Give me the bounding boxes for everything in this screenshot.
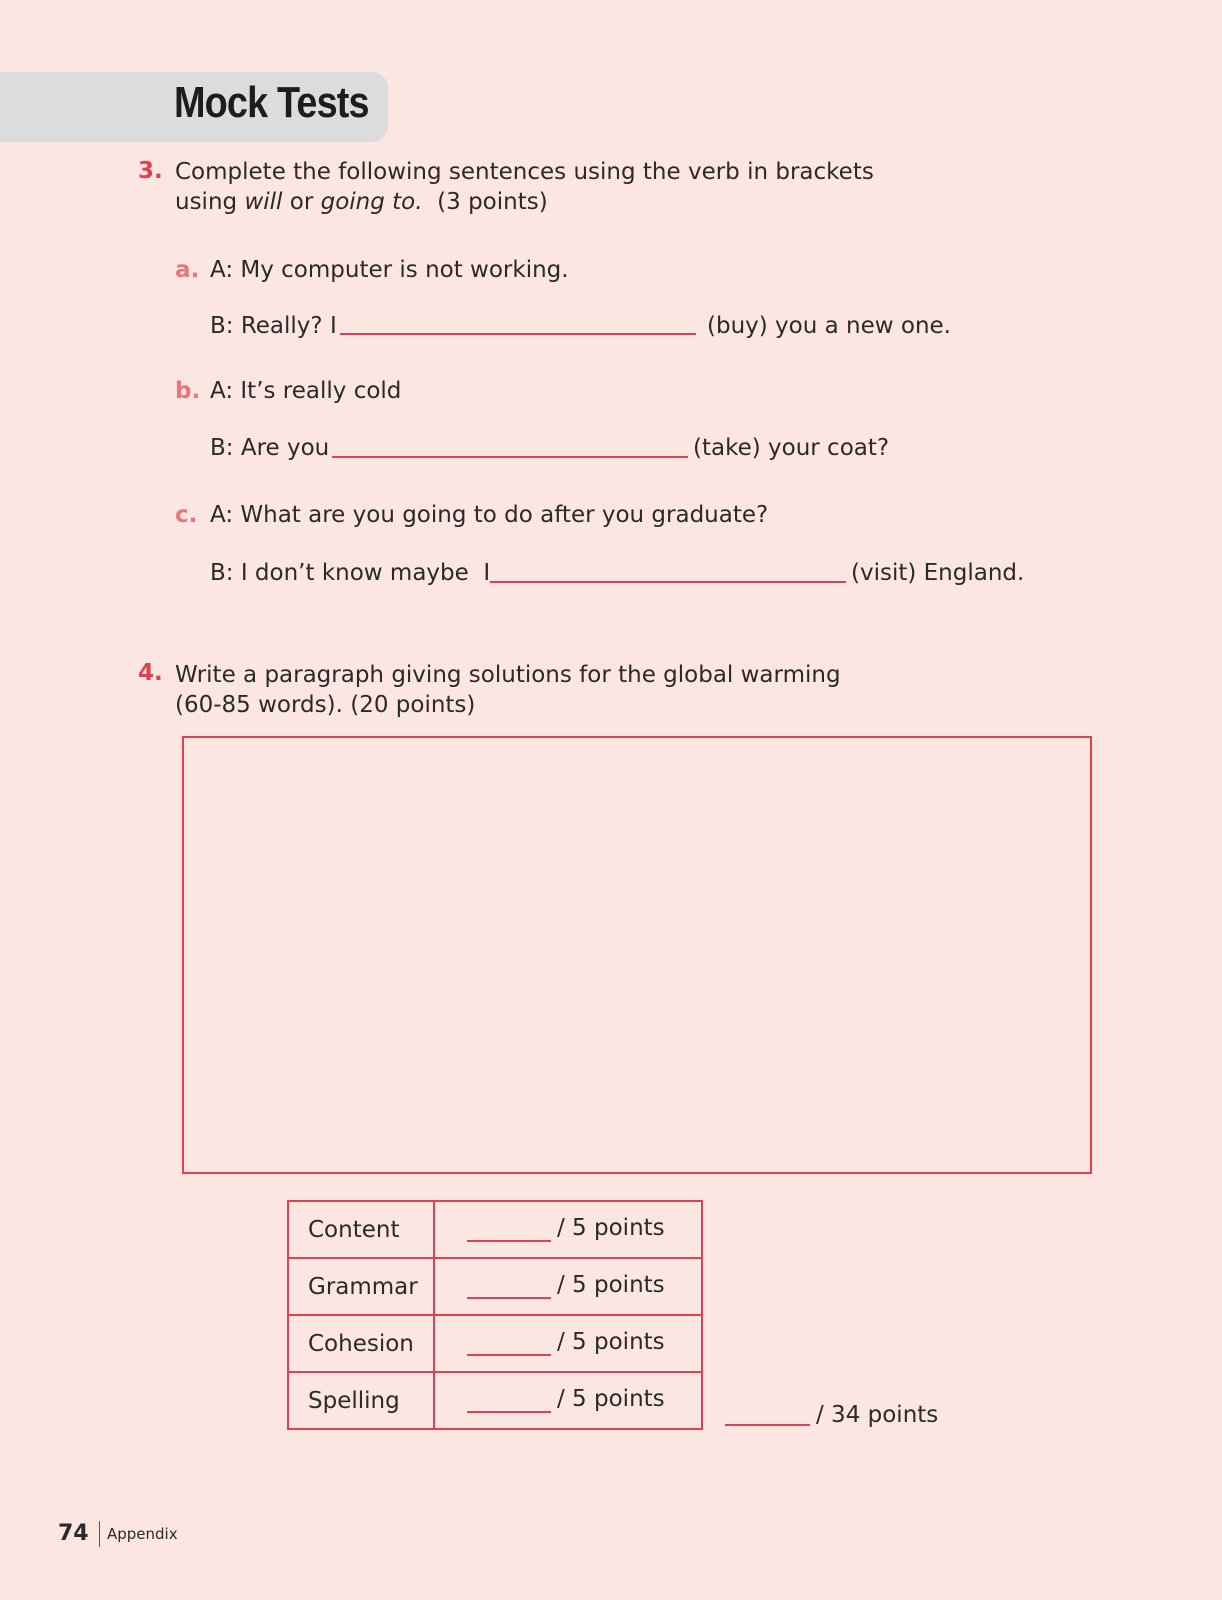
category-grammar: Grammar — [288, 1258, 434, 1315]
paragraph-writing-box[interactable] — [182, 736, 1092, 1174]
question-3-line-2 — [175, 187, 874, 217]
points-label: / 5 points — [557, 1272, 665, 1298]
question-4-number: 4. — [138, 660, 163, 686]
question-3-instructions — [175, 157, 874, 217]
points-label: / 5 points — [557, 1329, 665, 1355]
question-3-points: (3 points) — [422, 189, 548, 215]
word-going-to: going to. — [320, 189, 423, 215]
category-content: Content — [288, 1201, 434, 1258]
table-row — [288, 1372, 702, 1429]
score-blank[interactable] — [467, 1297, 551, 1299]
item-a-answer-blank[interactable] — [340, 333, 696, 335]
item-a-line-b-prefix: B: Really? I — [210, 313, 337, 339]
item-a-letter: a. — [175, 257, 200, 283]
question-4-instructions — [175, 660, 841, 720]
table-row — [288, 1201, 702, 1258]
page-title: Mock Tests — [174, 78, 369, 127]
score-blank[interactable] — [467, 1411, 551, 1413]
question-4-line-2: (60-85 words). (20 points) — [175, 692, 476, 718]
question-4-line-1: Write a paragraph giving solutions for the global warming — [175, 662, 841, 688]
footer-section-label: Appendix — [107, 1525, 178, 1543]
footer-divider — [99, 1521, 100, 1547]
item-c-line-a: A: What are you going to do after you graduate? — [210, 502, 769, 528]
page-number: 74 — [58, 1521, 89, 1546]
score-blank[interactable] — [467, 1240, 551, 1242]
item-a-line-b-suffix: (buy) you a new one. — [707, 313, 951, 339]
item-c-line-b-suffix: (visit) England. — [851, 560, 1025, 586]
category-cohesion: Cohesion — [288, 1315, 434, 1372]
score-cell — [434, 1315, 702, 1372]
question-3-line-1: Complete the following sentences using the verb in brackets — [175, 159, 874, 185]
score-cell — [434, 1258, 702, 1315]
text-span: using — [175, 189, 245, 215]
item-a-line-a: A: My computer is not working. — [210, 257, 569, 283]
item-b-answer-blank[interactable] — [332, 456, 688, 458]
category-spelling: Spelling — [288, 1372, 434, 1429]
score-cell — [434, 1372, 702, 1429]
item-b-line-b-suffix: (take) your coat? — [693, 435, 890, 461]
score-cell — [434, 1201, 702, 1258]
score-table — [287, 1200, 703, 1430]
item-c-line-b-prefix: B: I don’t know maybe I — [210, 560, 491, 586]
table-row — [288, 1258, 702, 1315]
item-c-letter: c. — [175, 502, 198, 528]
text-span: or — [282, 189, 321, 215]
total-points-label: / 34 points — [816, 1402, 939, 1428]
score-blank[interactable] — [467, 1354, 551, 1356]
total-score-blank[interactable] — [725, 1424, 810, 1426]
table-row — [288, 1315, 702, 1372]
word-will: will — [244, 189, 283, 215]
points-label: / 5 points — [557, 1386, 665, 1412]
item-c-answer-blank[interactable] — [490, 581, 846, 583]
item-b-line-b-prefix: B: Are you — [210, 435, 330, 461]
points-label: / 5 points — [557, 1215, 665, 1241]
item-b-line-a: A: It’s really cold — [210, 378, 402, 404]
question-3-number: 3. — [138, 158, 163, 184]
item-b-letter: b. — [175, 378, 201, 404]
